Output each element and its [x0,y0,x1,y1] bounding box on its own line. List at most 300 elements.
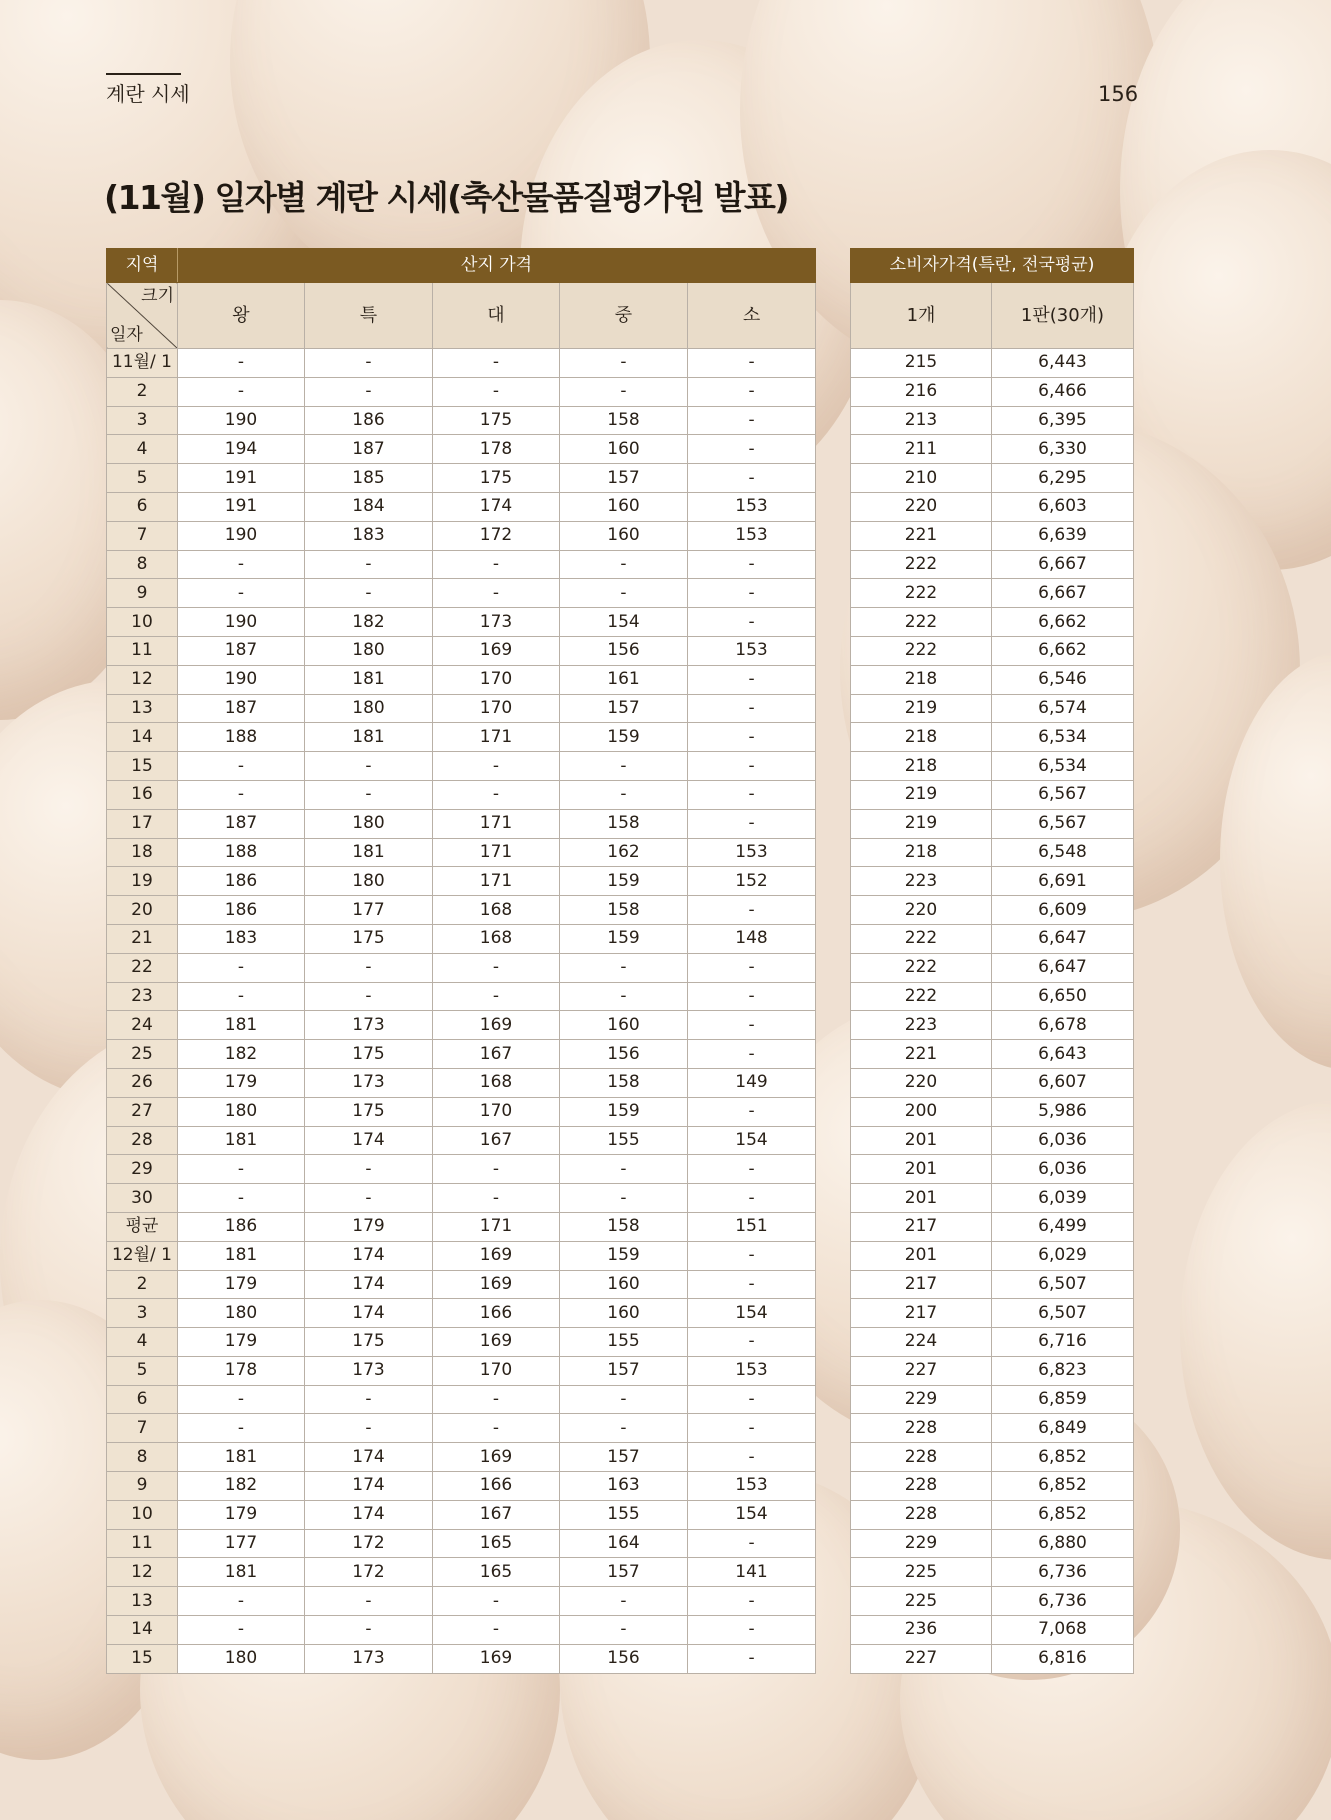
grade-dae-cell: 168 [433,924,560,953]
price-per-tray-cell: 6,849 [992,1414,1134,1443]
grade-so-cell: 148 [688,924,816,953]
grade-jung-cell: 158 [560,1068,688,1097]
table-row [107,1126,816,1155]
grade-so-cell: 153 [688,1472,816,1501]
date-cell: 12 [107,1558,178,1587]
grade-teuk-cell: 180 [305,694,433,723]
price-per-tray-cell: 6,567 [992,809,1134,838]
price-per-egg-cell: 221 [851,1040,992,1069]
table-row [851,464,1134,493]
grade-teuk-cell: - [305,550,433,579]
grade-so-cell: - [688,377,816,406]
grade-wang-cell: 177 [178,1529,305,1558]
grade-jung-cell: 157 [560,464,688,493]
grade-wang-cell: 190 [178,608,305,637]
grade-so-cell: - [688,1414,816,1443]
grade-dae-cell: 169 [433,1270,560,1299]
grade-teuk-cell: - [305,1184,433,1213]
grade-so-cell: 154 [688,1126,816,1155]
price-per-egg-cell: 218 [851,723,992,752]
grade-teuk-cell: 173 [305,1356,433,1385]
grade-wang-cell: - [178,1587,305,1616]
grade-dae-cell: - [433,579,560,608]
grade-jung-cell: 160 [560,1011,688,1040]
grade-dae-cell: 166 [433,1472,560,1501]
grade-teuk-cell: 174 [305,1241,433,1270]
date-cell: 3 [107,406,178,435]
price-per-egg-cell: 236 [851,1616,992,1645]
table-row [851,1644,1134,1673]
consumer-col-header: 1개 [851,283,992,349]
price-per-tray-cell: 6,036 [992,1155,1134,1184]
date-cell: 8 [107,1443,178,1472]
grade-wang-cell: 191 [178,492,305,521]
grade-teuk-cell: - [305,780,433,809]
table-row [107,608,816,637]
price-per-tray-cell: 6,039 [992,1184,1134,1213]
grade-teuk-cell: - [305,579,433,608]
table-row [851,723,1134,752]
table-row [851,809,1134,838]
price-per-tray-cell: 6,574 [992,694,1134,723]
grade-teuk-cell: 172 [305,1558,433,1587]
table-row [851,550,1134,579]
grade-jung-cell: 160 [560,521,688,550]
table-row [107,1587,816,1616]
grade-so-cell: 154 [688,1500,816,1529]
grade-jung-cell: 160 [560,435,688,464]
date-cell: 24 [107,1011,178,1040]
page-title: (11월) 일자별 계란 시세(축산물품질평가원 발표) [104,178,789,217]
price-per-egg-cell: 227 [851,1644,992,1673]
price-per-egg-cell: 222 [851,924,992,953]
consumer-price-header: 소비자가격(특란, 전국평균) [851,249,1134,283]
grade-teuk-cell: 182 [305,608,433,637]
grade-teuk-cell: - [305,953,433,982]
table-row [107,1270,816,1299]
price-per-tray-cell: 6,534 [992,752,1134,781]
grade-so-cell: - [688,435,816,464]
grade-so-cell: - [688,579,816,608]
table-row [107,982,816,1011]
price-per-egg-cell: 201 [851,1126,992,1155]
grade-so-cell: - [688,1011,816,1040]
grade-jung-cell: 160 [560,1299,688,1328]
grade-teuk-cell: 174 [305,1443,433,1472]
date-cell: 9 [107,579,178,608]
table-row [107,579,816,608]
grade-so-cell: - [688,1385,816,1414]
date-cell: 15 [107,1644,178,1673]
table-row [851,694,1134,723]
date-cell: 6 [107,492,178,521]
table-row [851,1328,1134,1357]
grade-so-cell: - [688,1443,816,1472]
grade-jung-cell: 159 [560,723,688,752]
grade-jung-cell: - [560,550,688,579]
table-row [107,1097,816,1126]
grade-header: 소 [688,283,816,349]
grade-wang-cell: 186 [178,1212,305,1241]
grade-jung-cell: 159 [560,867,688,896]
grade-so-cell: - [688,1040,816,1069]
grade-teuk-cell: 180 [305,636,433,665]
grade-teuk-cell: 174 [305,1299,433,1328]
table-row [851,1616,1134,1645]
grade-teuk-cell: 186 [305,406,433,435]
grade-teuk-cell: - [305,1587,433,1616]
date-cell: 8 [107,550,178,579]
price-per-egg-cell: 222 [851,550,992,579]
grade-dae-cell: 169 [433,1328,560,1357]
grade-jung-cell: - [560,1385,688,1414]
price-per-tray-cell: 6,647 [992,924,1134,953]
grade-dae-cell: - [433,780,560,809]
grade-wang-cell: 186 [178,867,305,896]
table-row [851,1212,1134,1241]
table-row [107,723,816,752]
table-row [851,1040,1134,1069]
grade-so-cell: - [688,809,816,838]
grade-dae-cell: 175 [433,464,560,493]
grade-wang-cell: 178 [178,1356,305,1385]
date-cell: 9 [107,1472,178,1501]
grade-wang-cell: 179 [178,1068,305,1097]
grade-dae-cell: - [433,550,560,579]
price-per-egg-cell: 222 [851,982,992,1011]
price-per-egg-cell: 217 [851,1212,992,1241]
grade-dae-cell: 170 [433,1356,560,1385]
grade-teuk-cell: 185 [305,464,433,493]
price-per-egg-cell: 211 [851,435,992,464]
grade-jung-cell: 158 [560,809,688,838]
grade-dae-cell: 170 [433,694,560,723]
grade-wang-cell: 179 [178,1270,305,1299]
grade-jung-cell: - [560,752,688,781]
grade-jung-cell: 164 [560,1529,688,1558]
size-header: 크기 [141,286,174,306]
grade-dae-cell: 165 [433,1529,560,1558]
grade-so-cell: - [688,349,816,378]
table-row [851,1587,1134,1616]
table-row [851,924,1134,953]
table-row [851,1356,1134,1385]
grade-wang-cell: 180 [178,1097,305,1126]
grade-wang-cell: - [178,1385,305,1414]
price-per-tray-cell: 6,609 [992,896,1134,925]
price-per-tray-cell: 6,667 [992,579,1134,608]
grade-so-cell: 153 [688,636,816,665]
grade-dae-cell: 170 [433,665,560,694]
date-cell: 13 [107,1587,178,1616]
grade-wang-cell: 191 [178,464,305,493]
grade-jung-cell: 157 [560,1558,688,1587]
price-per-egg-cell: 213 [851,406,992,435]
table-row [107,1472,816,1501]
section-label: 계란 시세 [106,82,190,106]
consumer-col-header: 1판(30개) [992,283,1134,349]
table-row [107,780,816,809]
price-per-egg-cell: 221 [851,521,992,550]
grade-jung-cell: - [560,953,688,982]
price-per-tray-cell: 6,395 [992,406,1134,435]
price-per-tray-cell: 6,603 [992,492,1134,521]
grade-wang-cell: - [178,1184,305,1213]
date-cell: 13 [107,694,178,723]
grade-jung-cell: 156 [560,636,688,665]
farm-price-header: 산지 가격 [178,249,816,283]
price-per-egg-cell: 215 [851,349,992,378]
table-row [107,1385,816,1414]
table-row [851,1068,1134,1097]
table-row [851,1558,1134,1587]
grade-dae-cell: 175 [433,406,560,435]
grade-header: 특 [305,283,433,349]
grade-teuk-cell: 181 [305,838,433,867]
table-row [851,1443,1134,1472]
date-cell: 3 [107,1299,178,1328]
grade-dae-cell: 169 [433,1644,560,1673]
table-row [107,953,816,982]
grade-teuk-cell: 173 [305,1068,433,1097]
grade-so-cell: - [688,550,816,579]
grade-jung-cell: 158 [560,406,688,435]
price-per-egg-cell: 217 [851,1299,992,1328]
grade-dae-cell: - [433,982,560,1011]
grade-dae-cell: 165 [433,1558,560,1587]
price-per-egg-cell: 218 [851,838,992,867]
price-per-tray-cell: 6,499 [992,1212,1134,1241]
grade-wang-cell: 190 [178,665,305,694]
price-per-egg-cell: 224 [851,1328,992,1357]
price-per-egg-cell: 222 [851,636,992,665]
price-per-egg-cell: 217 [851,1270,992,1299]
table-row [107,1068,816,1097]
price-per-egg-cell: 200 [851,1097,992,1126]
date-cell: 7 [107,521,178,550]
date-cell: 29 [107,1155,178,1184]
date-cell: 6 [107,1385,178,1414]
grade-wang-cell: 187 [178,809,305,838]
price-per-tray-cell: 6,859 [992,1385,1134,1414]
price-per-tray-cell: 6,607 [992,1068,1134,1097]
table-row [851,665,1134,694]
grade-jung-cell: 155 [560,1328,688,1357]
grade-wang-cell: - [178,1155,305,1184]
grade-dae-cell: 172 [433,521,560,550]
price-per-egg-cell: 228 [851,1414,992,1443]
price-per-tray-cell: 6,295 [992,464,1134,493]
grade-teuk-cell: 172 [305,1529,433,1558]
table-row [107,1500,816,1529]
grade-jung-cell: 157 [560,694,688,723]
grade-dae-cell: 171 [433,1212,560,1241]
grade-jung-cell: 159 [560,1241,688,1270]
grade-wang-cell: - [178,752,305,781]
grade-wang-cell: - [178,377,305,406]
grade-dae-cell: 168 [433,896,560,925]
price-per-egg-cell: 220 [851,492,992,521]
date-cell: 30 [107,1184,178,1213]
grade-wang-cell: 179 [178,1500,305,1529]
grade-teuk-cell: 180 [305,867,433,896]
grade-jung-cell: 163 [560,1472,688,1501]
date-cell: 22 [107,953,178,982]
grade-jung-cell: 158 [560,1212,688,1241]
price-per-egg-cell: 229 [851,1529,992,1558]
date-cell: 25 [107,1040,178,1069]
date-cell: 20 [107,896,178,925]
grade-so-cell: - [688,982,816,1011]
grade-teuk-cell: 180 [305,809,433,838]
price-per-egg-cell: 228 [851,1443,992,1472]
grade-so-cell: - [688,780,816,809]
date-cell: 19 [107,867,178,896]
grade-so-cell: - [688,1328,816,1357]
grade-wang-cell: - [178,579,305,608]
date-cell: 14 [107,1616,178,1645]
price-per-tray-cell: 6,852 [992,1472,1134,1501]
table-row [107,406,816,435]
grade-teuk-cell: - [305,349,433,378]
price-per-tray-cell: 6,852 [992,1500,1134,1529]
date-cell: 5 [107,464,178,493]
grade-teuk-cell: 177 [305,896,433,925]
grade-dae-cell: 169 [433,1241,560,1270]
table-row [107,1184,816,1213]
table-row [107,665,816,694]
table-row [851,1529,1134,1558]
grade-dae-cell: 171 [433,838,560,867]
price-per-tray-cell: 6,716 [992,1328,1134,1357]
grade-teuk-cell: - [305,752,433,781]
grade-header: 왕 [178,283,305,349]
price-per-tray-cell: 6,567 [992,780,1134,809]
date-cell: 18 [107,838,178,867]
grade-teuk-cell: - [305,1155,433,1184]
grade-teuk-cell: 175 [305,924,433,953]
grade-teuk-cell: - [305,1385,433,1414]
price-per-tray-cell: 6,443 [992,349,1134,378]
grade-jung-cell: 157 [560,1356,688,1385]
grade-teuk-cell: 179 [305,1212,433,1241]
table-row [851,1500,1134,1529]
price-per-tray-cell: 5,986 [992,1097,1134,1126]
grade-wang-cell: 181 [178,1126,305,1155]
table-row [851,579,1134,608]
price-per-tray-cell: 6,691 [992,867,1134,896]
date-cell: 17 [107,809,178,838]
table-row [107,521,816,550]
grade-so-cell: 151 [688,1212,816,1241]
table-row [851,867,1134,896]
grade-so-cell: - [688,1097,816,1126]
price-per-egg-cell: 201 [851,1241,992,1270]
grade-so-cell: - [688,1529,816,1558]
date-cell: 10 [107,1500,178,1529]
grade-teuk-cell: 181 [305,723,433,752]
grade-wang-cell: - [178,982,305,1011]
table-row [851,608,1134,637]
grade-so-cell: - [688,1241,816,1270]
table-row [851,838,1134,867]
price-per-egg-cell: 219 [851,809,992,838]
grade-wang-cell: 179 [178,1328,305,1357]
price-per-tray-cell: 6,534 [992,723,1134,752]
date-cell: 28 [107,1126,178,1155]
grade-wang-cell: 187 [178,694,305,723]
grade-so-cell: - [688,896,816,925]
grade-jung-cell: - [560,579,688,608]
date-cell: 12 [107,665,178,694]
price-per-tray-cell: 6,029 [992,1241,1134,1270]
table-row [107,1414,816,1443]
grade-jung-cell: 158 [560,896,688,925]
table-row [851,1126,1134,1155]
table-row [107,1356,816,1385]
table-row [851,1299,1134,1328]
grade-so-cell: - [688,1587,816,1616]
farm-price-table [106,248,816,1674]
grade-wang-cell: 190 [178,521,305,550]
table-row [107,1616,816,1645]
grade-jung-cell: 155 [560,1500,688,1529]
grade-dae-cell: 169 [433,1443,560,1472]
table-row [107,1558,816,1587]
table-row [851,521,1134,550]
date-cell: 12월/ 1 [107,1241,178,1270]
price-per-tray-cell: 6,662 [992,636,1134,665]
table-row [851,982,1134,1011]
date-cell: 21 [107,924,178,953]
price-per-tray-cell: 6,736 [992,1558,1134,1587]
grade-so-cell: - [688,608,816,637]
grade-teuk-cell: - [305,1616,433,1645]
grade-so-cell: - [688,1270,816,1299]
table-row [851,492,1134,521]
price-per-tray-cell: 6,507 [992,1270,1134,1299]
table-row [851,636,1134,665]
grade-so-cell: - [688,406,816,435]
grade-so-cell: 149 [688,1068,816,1097]
grade-dae-cell: - [433,377,560,406]
grade-teuk-cell: 173 [305,1011,433,1040]
table-row [851,349,1134,378]
price-per-egg-cell: 218 [851,752,992,781]
grade-teuk-cell: 174 [305,1270,433,1299]
grade-jung-cell: 154 [560,608,688,637]
table-row [851,752,1134,781]
grade-teuk-cell: 184 [305,492,433,521]
grade-dae-cell: 167 [433,1500,560,1529]
date-cell: 7 [107,1414,178,1443]
price-per-egg-cell: 228 [851,1472,992,1501]
grade-dae-cell: 169 [433,1011,560,1040]
grade-so-cell: 153 [688,521,816,550]
grade-jung-cell: 155 [560,1126,688,1155]
price-per-egg-cell: 219 [851,694,992,723]
grade-dae-cell: 168 [433,1068,560,1097]
grade-wang-cell: 180 [178,1644,305,1673]
grade-so-cell: - [688,1644,816,1673]
grade-teuk-cell: 175 [305,1040,433,1069]
table-row [851,1184,1134,1213]
grade-dae-cell: - [433,1616,560,1645]
table-row [107,464,816,493]
grade-jung-cell: - [560,780,688,809]
date-cell: 11 [107,636,178,665]
table-row [851,1097,1134,1126]
